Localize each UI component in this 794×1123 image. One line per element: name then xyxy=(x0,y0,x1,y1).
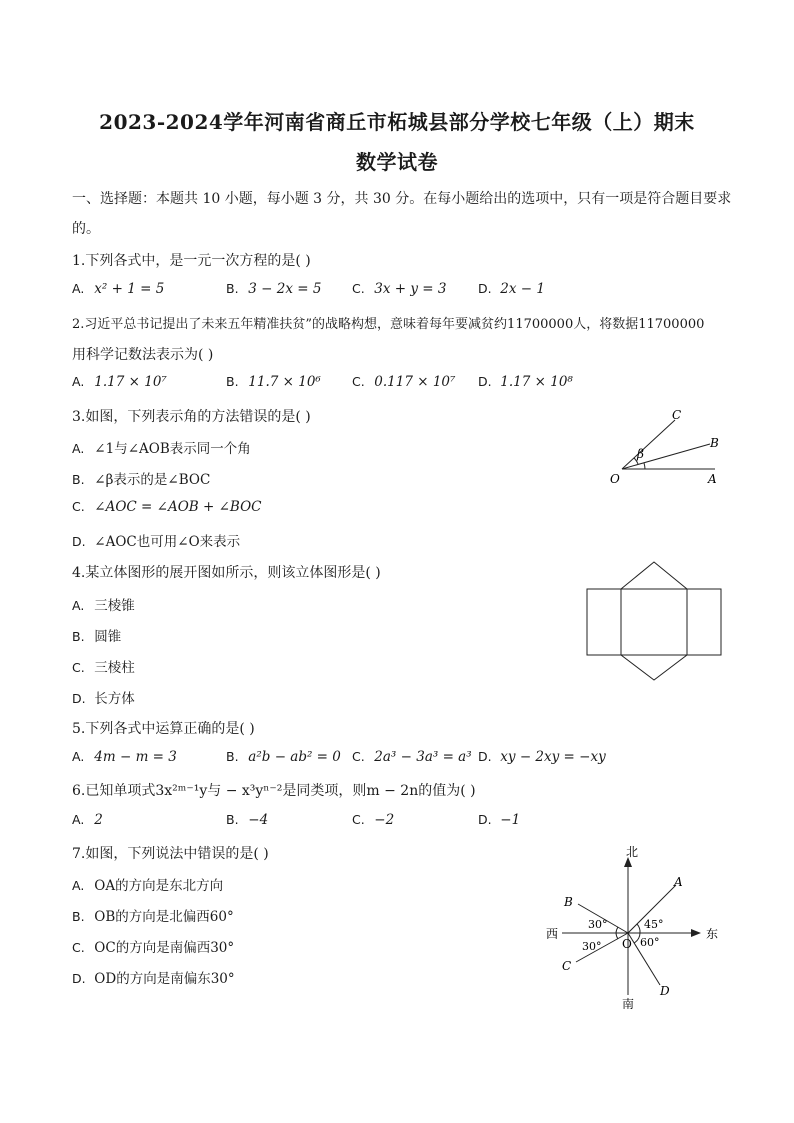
q6-option-c: C. −2 xyxy=(352,812,395,828)
q1-stem: 1.下列各式中，是一元一次方程的是( ) xyxy=(72,253,311,269)
q2-option-c: C. 0.117 × 10⁷ xyxy=(352,374,456,390)
q3-option-b: B. ∠β表示的是∠BOC xyxy=(72,472,211,488)
q3-option-a: A. ∠1与∠AOB表示同一个角 xyxy=(72,441,251,457)
angle-c-label: 30° xyxy=(582,940,602,953)
q2-option-d: D. 1.17 × 10⁸ xyxy=(478,374,573,390)
west-label: 西 xyxy=(546,927,559,941)
q7-option-a: A. OA的方向是东北方向 xyxy=(72,878,224,894)
q7-compass-figure xyxy=(540,840,730,1015)
exam-title-line1: 2023-2024学年河南省商丘市柘城县部分学校七年级（上）期末 xyxy=(99,110,695,134)
point-c-label: C xyxy=(672,408,682,422)
exam-title-line2: 数学试卷 xyxy=(356,150,438,174)
q6-option-b: B. −4 xyxy=(226,812,269,828)
q4-option-c: C. 三棱柱 xyxy=(72,660,135,676)
q7-option-d: D. OD的方向是南偏东30° xyxy=(72,971,235,987)
q6-option-a: A. 2 xyxy=(72,812,103,828)
q3-stem: 3.如图，下列表示角的方法错误的是( ) xyxy=(72,409,311,425)
q2-option-b: B. 11.7 × 10⁶ xyxy=(226,374,321,390)
point-b-label: B xyxy=(710,436,719,450)
q5-option-d: D. xy − 2xy = −xy xyxy=(478,749,606,765)
arc-a xyxy=(637,924,640,933)
q3-option-c: C. ∠AOC = ∠AOB + ∠BOC xyxy=(72,499,262,515)
north-label: 北 xyxy=(626,845,639,859)
point-b-label: B xyxy=(564,895,573,909)
q4-net-figure xyxy=(582,558,728,686)
q7-stem: 7.如图，下列说法中错误的是( ) xyxy=(72,846,269,862)
angle-a-label: 45° xyxy=(644,918,664,931)
net-bottom-triangle xyxy=(621,655,687,680)
arc-c xyxy=(616,933,618,939)
section-heading-line1: 一、选择题：本题共 10 小题，每小题 3 分，共 30 分。在每小题给出的选项中，只有一项是符合题目要求 xyxy=(72,191,732,207)
q1-option-c: C. 3x + y = 3 xyxy=(352,281,447,297)
net-right-face xyxy=(687,589,721,655)
point-a-label: A xyxy=(708,472,717,486)
q5-option-a: A. 4m − m = 3 xyxy=(72,749,177,765)
q6-stem: 6.已知单项式3x²ᵐ⁻¹y与 − x³yⁿ⁻²是同类项，则m − 2n的值为( ) xyxy=(72,783,476,799)
point-d-label: D xyxy=(660,984,670,998)
q7-option-b: B. OB的方向是北偏西60° xyxy=(72,909,234,925)
q1-option-b: B. 3 − 2x = 5 xyxy=(226,281,322,297)
point-c-label: C xyxy=(562,959,572,973)
q4-stem: 4.某立体图形的展开图如所示，则该立体图形是( ) xyxy=(72,565,381,581)
q2-stem-line1: 2.习近平总书记提出了未来五年精准扶贫”的战略构想，意味着每年要减贫约11700000人，将数据11700000 xyxy=(72,317,705,332)
arc-b xyxy=(616,927,618,933)
q2-stem-line2: 用科学记数法表示为( ) xyxy=(72,347,214,363)
q1-option-d: D. 2x − 1 xyxy=(478,281,545,297)
q4-option-d: D. 长方体 xyxy=(72,691,135,707)
origin-label: O xyxy=(622,937,632,951)
point-a-label: A xyxy=(674,875,683,889)
net-middle-face xyxy=(621,589,687,655)
q2-option-a: A. 1.17 × 10⁷ xyxy=(72,374,167,390)
net-top-triangle xyxy=(621,562,687,589)
q5-option-c: C. 2a³ − 3a³ = a³ xyxy=(352,749,472,765)
q3-option-d: D. ∠AOC也可用∠O来表示 xyxy=(72,534,241,550)
angle-d-label: 60° xyxy=(640,936,660,949)
east-label: 东 xyxy=(706,927,719,941)
q1-option-a: A. x² + 1 = 5 xyxy=(72,281,165,297)
q7-option-c: C. OC的方向是南偏西30° xyxy=(72,940,235,956)
q4-option-a: A. 三棱锥 xyxy=(72,598,135,614)
point-o-label: O xyxy=(610,472,620,486)
q4-option-b: B. 圆锥 xyxy=(72,629,122,645)
net-left-face xyxy=(587,589,621,655)
south-label: 南 xyxy=(622,997,635,1011)
angle-arc-1 xyxy=(644,463,645,469)
section-heading-line2: 的。 xyxy=(72,221,100,237)
q5-option-b: B. a²b − ab² = 0 xyxy=(226,749,341,765)
beta-label: β xyxy=(637,447,644,461)
q6-option-d: D. −1 xyxy=(478,812,521,828)
q3-angle-figure xyxy=(600,400,730,490)
angle-b-label: 30° xyxy=(588,918,608,931)
q5-stem: 5.下列各式中运算正确的是( ) xyxy=(72,721,255,737)
